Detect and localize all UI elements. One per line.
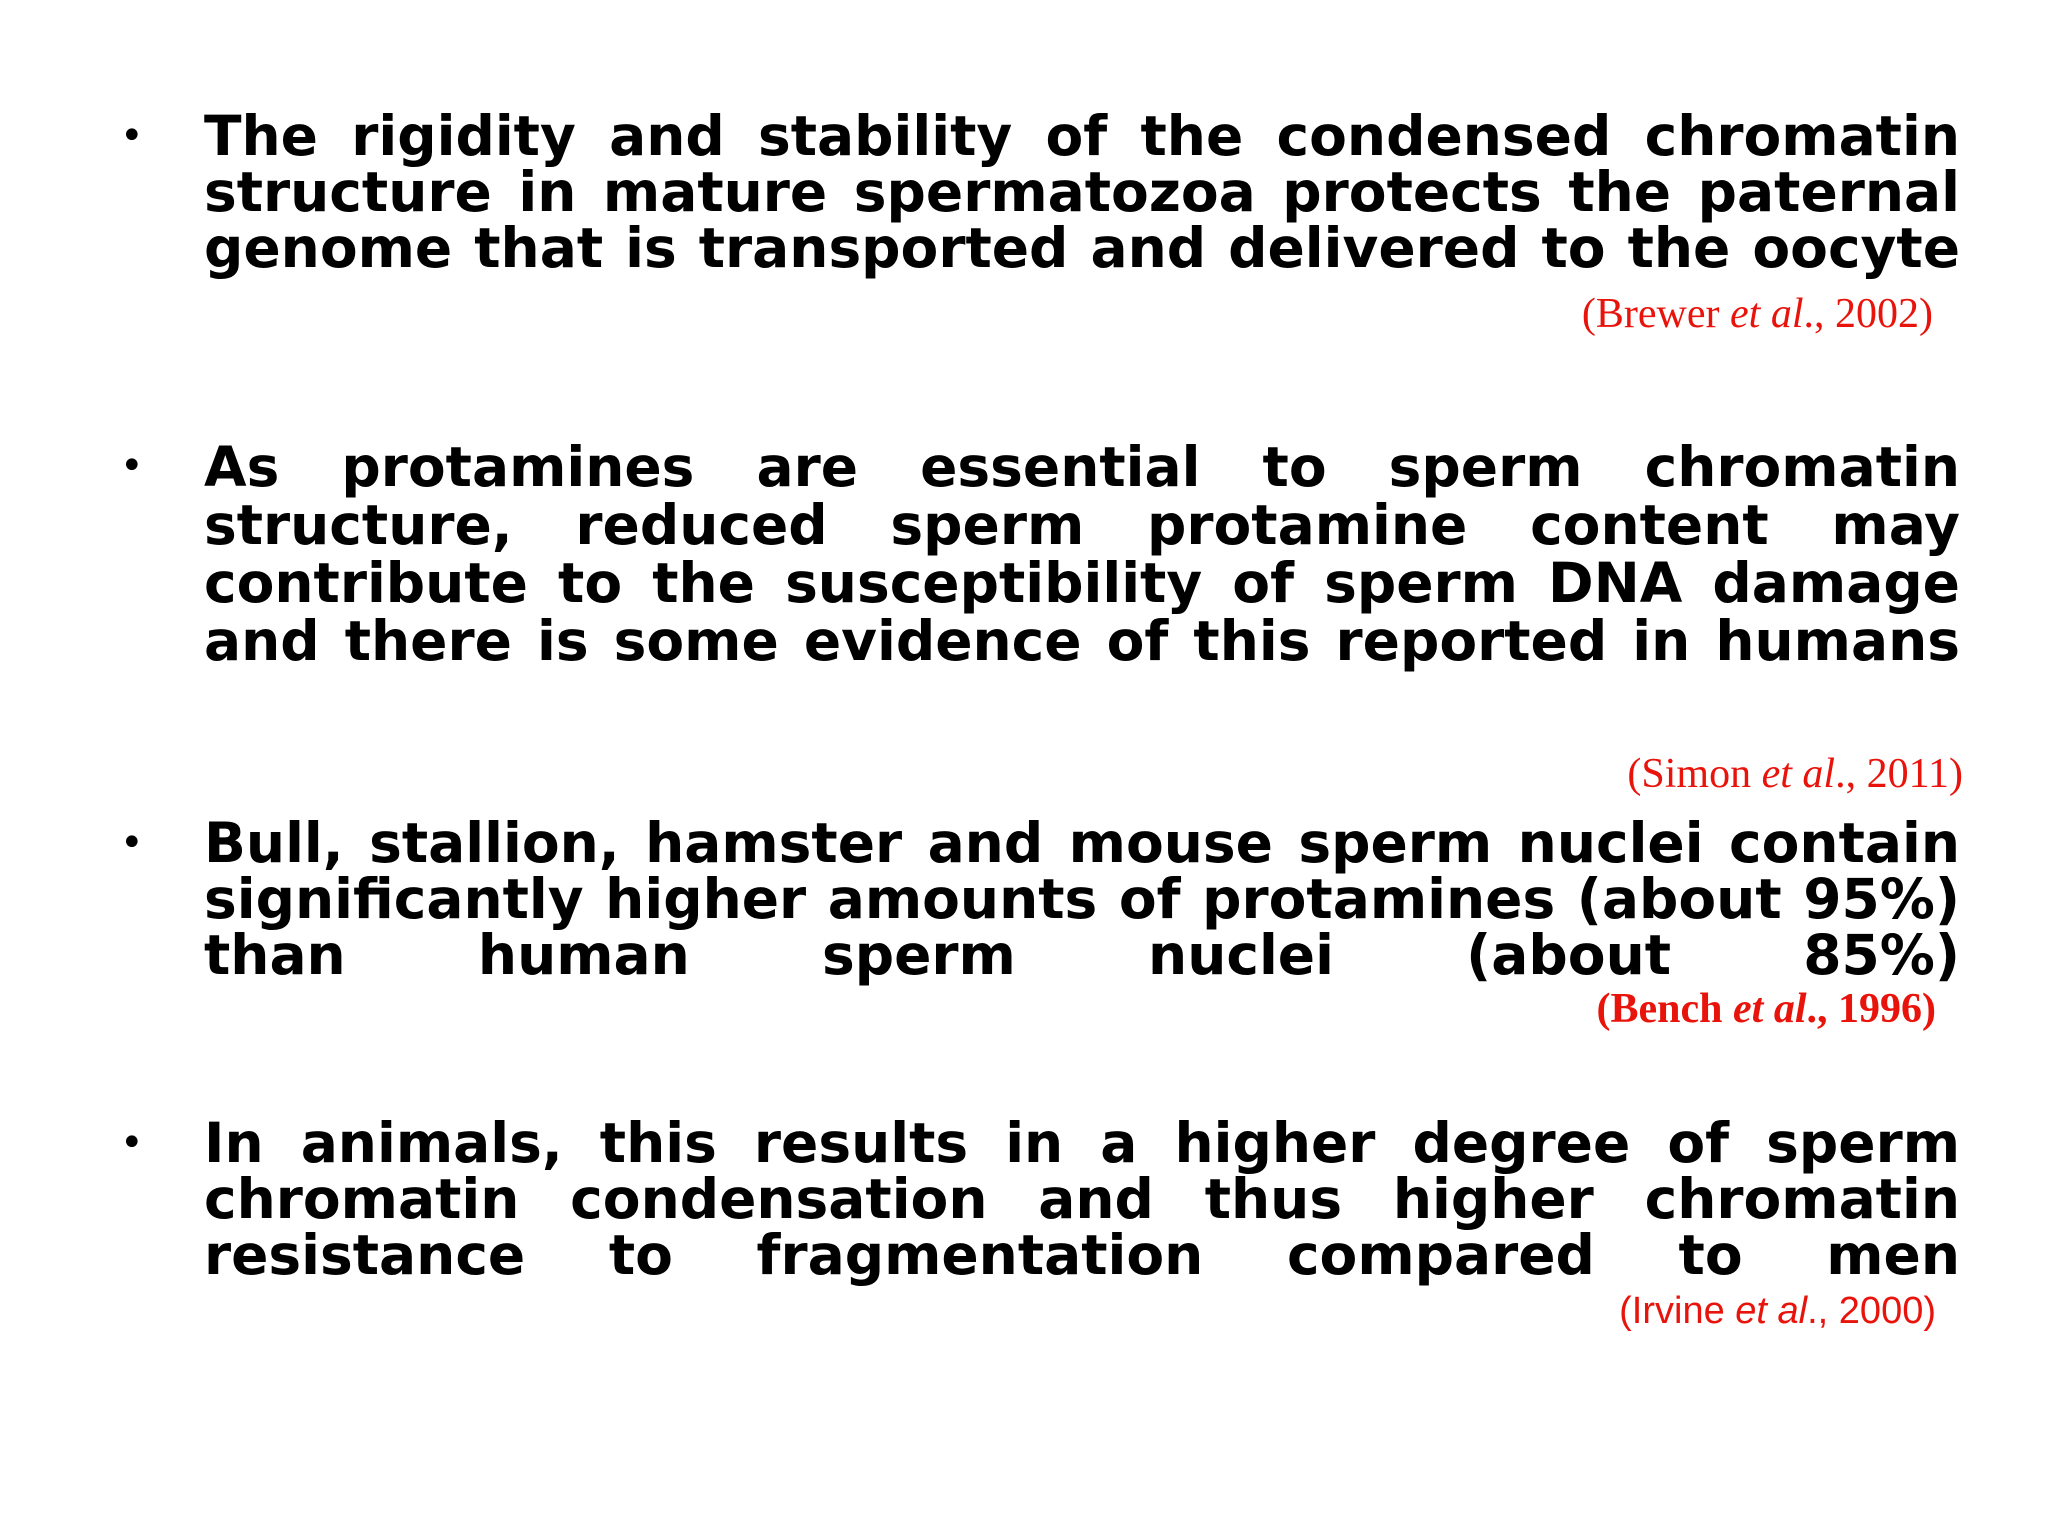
- citation-1-rest: ., 2002): [1803, 291, 1933, 337]
- citation-4-author: (Irvine: [1619, 1290, 1736, 1332]
- bullet-4: [120, 1111, 1960, 1287]
- citation-1-author: (Brewer: [1581, 291, 1731, 337]
- bullet-1: [120, 104, 1960, 280]
- bullet-4-marker: •: [120, 1120, 144, 1166]
- citation-3: [1597, 985, 1936, 1033]
- citation-2-rest: ., 2011): [1835, 751, 1963, 797]
- bullet-3-text: Bull, stallion, hamster and mouse sperm nuclei contain significantly higher amounts of protamines (about 95%) than human sperm nuclei (about 85%): [204, 811, 1960, 987]
- bullet-3-marker: •: [120, 820, 144, 866]
- bullet-3: [120, 811, 1960, 987]
- citation-2-author: (Simon: [1627, 751, 1762, 797]
- bullet-2: [120, 435, 1960, 673]
- bullet-2-text: As protamines are essential to sperm chromatin structure, reduced sperm protamine content may contribute to the susceptibility of sperm DNA damage and there is some evidence of this reported in humans: [204, 435, 1960, 673]
- bullet-1-marker: •: [120, 113, 144, 159]
- bullet-1-text: The rigidity and stability of the condensed chromatin structure in mature spermatozoa protects the paternal genome that is transported and delivered to the oocyte: [204, 104, 1960, 280]
- citation-4: [1619, 1290, 1936, 1333]
- citation-2-etal: et al: [1761, 751, 1836, 797]
- bullet-2-marker: •: [120, 443, 144, 489]
- citation-3-author: (Bench: [1596, 986, 1734, 1032]
- citation-4-etal: et al: [1735, 1290, 1808, 1332]
- citation-3-rest: ., 1996): [1806, 986, 1936, 1032]
- citation-3-etal: et al: [1733, 986, 1807, 1032]
- bullet-4-text: In animals, this results in a higher degree of sperm chromatin condensation and thus higher chromatin resistance to fragmentation compared to men: [204, 1111, 1960, 1287]
- citation-1: [1582, 290, 1933, 338]
- citation-1-etal: et al: [1730, 291, 1804, 337]
- citation-4-rest: ., 2000): [1807, 1290, 1936, 1332]
- citation-2: [1627, 750, 1963, 798]
